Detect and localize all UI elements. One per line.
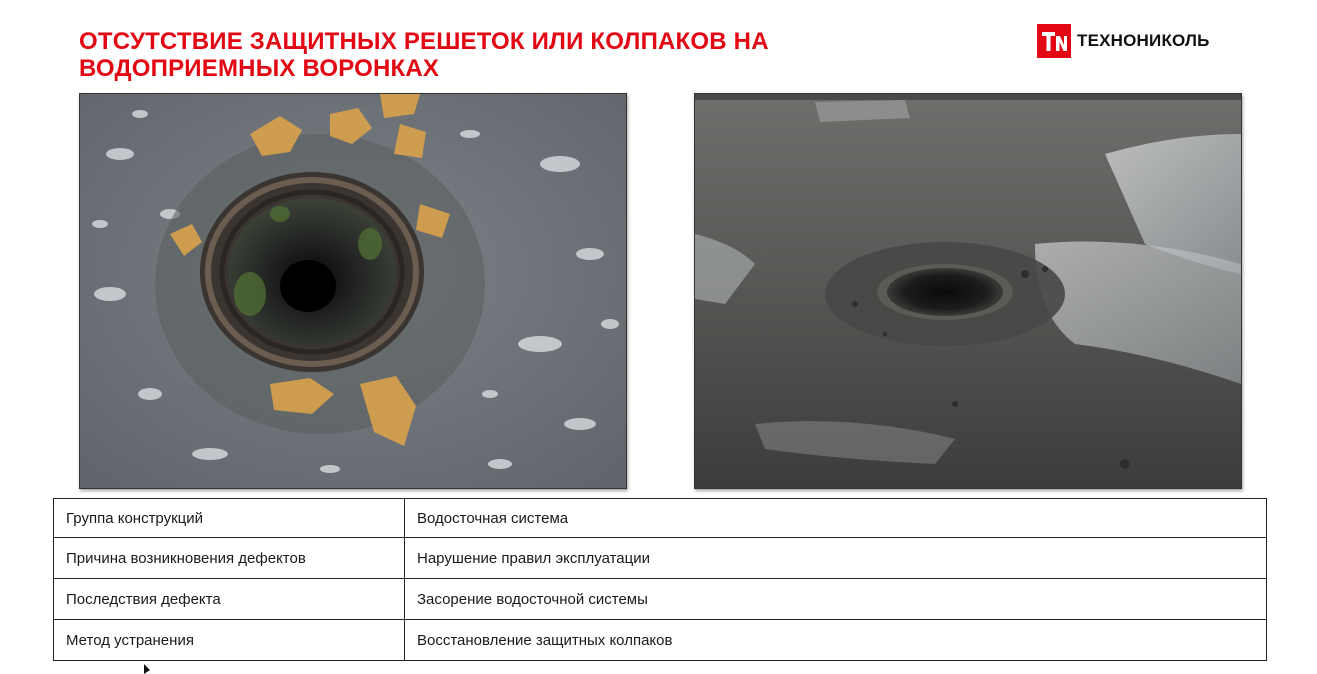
- cursor-arrow-icon: [142, 664, 154, 674]
- row-label: Группа конструкций: [54, 499, 405, 538]
- defect-info-table: [53, 498, 1267, 661]
- row-label: Причина возникновения дефектов: [54, 538, 405, 579]
- photo-drain-with-leaves: [79, 93, 627, 489]
- row-value: Водосточная система: [405, 499, 1267, 538]
- row-label: Последствия дефекта: [54, 579, 405, 620]
- row-label: Метод устранения: [54, 620, 405, 661]
- brand-name: ТЕХНОНИКОЛЬ: [1077, 31, 1210, 50]
- table-row: [54, 538, 1267, 579]
- table-row: [54, 579, 1267, 620]
- brand-logo: [1037, 24, 1210, 58]
- row-value: Восстановление защитных колпаков: [405, 620, 1267, 661]
- table-row: [54, 620, 1267, 661]
- row-value: Нарушение правил эксплуатации: [405, 538, 1267, 579]
- photo-open-funnel-roof: [694, 93, 1242, 489]
- row-value: Засорение водосточной системы: [405, 579, 1267, 620]
- title-line-2: ВОДОПРИЕМНЫХ ВОРОНКАХ: [79, 55, 440, 82]
- page-title: [79, 28, 769, 82]
- technonicol-logo-icon: [1037, 24, 1071, 58]
- table-row: [54, 499, 1267, 538]
- title-line-1: ОТСУТСТВИЕ ЗАЩИТНЫХ РЕШЕТОК ИЛИ КОЛПАКОВ НА: [79, 28, 769, 55]
